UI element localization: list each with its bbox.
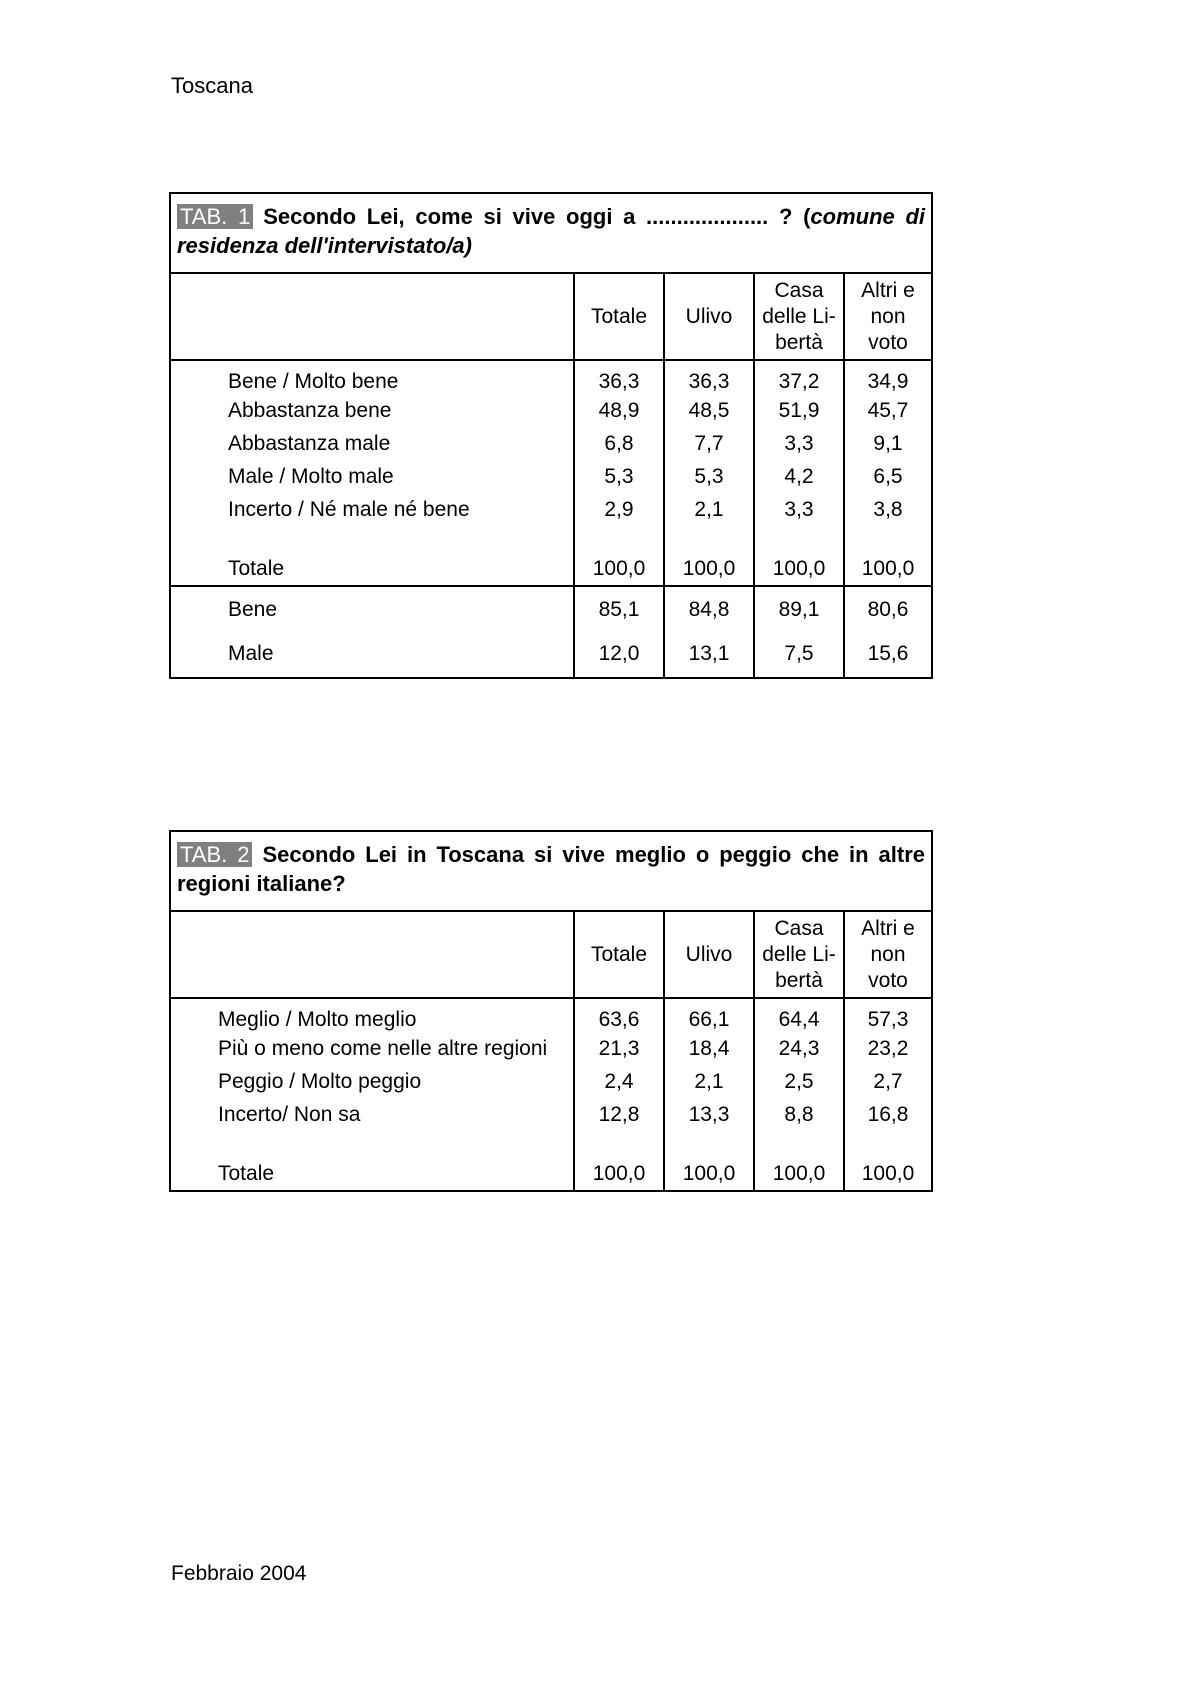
row-value: 23,2 — [843, 1032, 931, 1065]
summary-value: 89,1 — [753, 585, 843, 631]
summary-value: 85,1 — [573, 585, 663, 631]
row-value: 2,7 — [843, 1065, 931, 1098]
spacer — [663, 1131, 753, 1157]
header-blank — [171, 912, 573, 999]
row-value: 8,8 — [753, 1098, 843, 1131]
table-1-grid — [171, 274, 931, 677]
row-label: Bene / Molto bene — [228, 370, 399, 393]
row-value: 2,1 — [663, 493, 753, 526]
summary-value: 13,1 — [663, 631, 753, 677]
row-value: 48,5 — [663, 394, 753, 427]
row-value: 45,7 — [843, 394, 931, 427]
table-2 — [169, 830, 933, 1192]
summary-label: Male — [228, 642, 274, 665]
row-value: 34,9 — [843, 361, 931, 394]
row-label: Più o meno come nelle altre regioni — [218, 1037, 548, 1060]
row-value: 6,8 — [573, 427, 663, 460]
row-value: 64,4 — [753, 999, 843, 1032]
row-value: 57,3 — [843, 999, 931, 1032]
row-value: 2,9 — [573, 493, 663, 526]
row-value: 51,9 — [753, 394, 843, 427]
total-value: 100,0 — [573, 552, 663, 585]
summary-value: 84,8 — [663, 585, 753, 631]
row-label: Abbastanza male — [228, 432, 391, 455]
spacer — [753, 526, 843, 552]
row-value: 24,3 — [753, 1032, 843, 1065]
total-value: 100,0 — [663, 552, 753, 585]
row-value: 3,3 — [753, 427, 843, 460]
row-value: 13,3 — [663, 1098, 753, 1131]
total-value: 100,0 — [753, 552, 843, 585]
row-value: 21,3 — [573, 1032, 663, 1065]
row-value: 2,5 — [753, 1065, 843, 1098]
total-value: 100,0 — [753, 1157, 843, 1190]
summary-label: Bene — [171, 585, 573, 631]
total-label: Totale — [228, 557, 285, 580]
column-header: Altri e non voto — [843, 274, 931, 361]
row-value: 6,5 — [843, 460, 931, 493]
spacer — [663, 526, 753, 552]
row-value: 2,4 — [573, 1065, 663, 1098]
row-label: Male / Molto male — [228, 465, 394, 488]
column-header: Casa delle Li-bertà — [753, 912, 843, 999]
spacer — [753, 1131, 843, 1157]
page-footer: Febbraio 2004 — [171, 1562, 307, 1585]
row-value: 37,2 — [753, 361, 843, 394]
summary-value: 7,5 — [753, 631, 843, 677]
row-value: 48,9 — [573, 394, 663, 427]
summary-value: 80,6 — [843, 585, 931, 631]
page-header: Toscana — [171, 73, 253, 98]
table-1-title-italic: comune di residenza dell'intervistato/a) — [177, 204, 925, 258]
spacer — [171, 1131, 573, 1157]
row-value: 3,8 — [843, 493, 931, 526]
summary-value: 15,6 — [843, 631, 931, 677]
row-value: 16,8 — [843, 1098, 931, 1131]
total-value: 100,0 — [843, 1157, 931, 1190]
column-header: Totale — [573, 274, 663, 361]
table-2-tag: TAB. 2 — [177, 842, 252, 867]
column-header: Ulivo — [663, 912, 753, 999]
spacer — [843, 526, 931, 552]
table-2-grid — [171, 912, 931, 1190]
table-2-title-bold: Secondo Lei in Toscana si vive meglio o peggio che in altre regioni italiane? — [177, 842, 925, 896]
spacer — [843, 1131, 931, 1157]
summary-value: 12,0 — [573, 631, 663, 677]
total-value: 100,0 — [843, 552, 931, 585]
row-value: 66,1 — [663, 999, 753, 1032]
row-value: 7,7 — [663, 427, 753, 460]
spacer — [573, 1131, 663, 1157]
row-value: 12,8 — [573, 1098, 663, 1131]
row-label: Meglio / Molto meglio — [218, 1008, 417, 1031]
total-value: 100,0 — [663, 1157, 753, 1190]
header-blank — [171, 274, 573, 361]
table-1-title — [171, 194, 931, 274]
column-header: Casa delle Li-bertà — [753, 274, 843, 361]
row-value: 2,1 — [663, 1065, 753, 1098]
row-value: 63,6 — [573, 999, 663, 1032]
column-header: Ulivo — [663, 274, 753, 361]
table-1 — [169, 192, 933, 679]
total-label: Totale — [218, 1162, 275, 1185]
row-value: 3,3 — [753, 493, 843, 526]
row-label: Peggio / Molto peggio — [218, 1070, 422, 1093]
table-1-title-bold: Secondo Lei, come si vive oggi a .................... ? ( — [263, 204, 811, 229]
table-1-tag: TAB. 1 — [177, 204, 253, 229]
row-value: 4,2 — [753, 460, 843, 493]
table-2-title — [171, 832, 931, 912]
row-value: 5,3 — [663, 460, 753, 493]
column-header: Totale — [573, 912, 663, 999]
row-value: 36,3 — [573, 361, 663, 394]
row-value: 5,3 — [573, 460, 663, 493]
row-label: Abbastanza bene — [228, 399, 392, 422]
row-value: 36,3 — [663, 361, 753, 394]
column-header: Altri e non voto — [843, 912, 931, 999]
row-label: Incerto / Né male né bene — [228, 498, 470, 521]
row-value: 9,1 — [843, 427, 931, 460]
total-value: 100,0 — [573, 1157, 663, 1190]
row-label: Incerto/ Non sa — [218, 1103, 361, 1126]
spacer — [171, 526, 573, 552]
row-value: 18,4 — [663, 1032, 753, 1065]
spacer — [573, 526, 663, 552]
